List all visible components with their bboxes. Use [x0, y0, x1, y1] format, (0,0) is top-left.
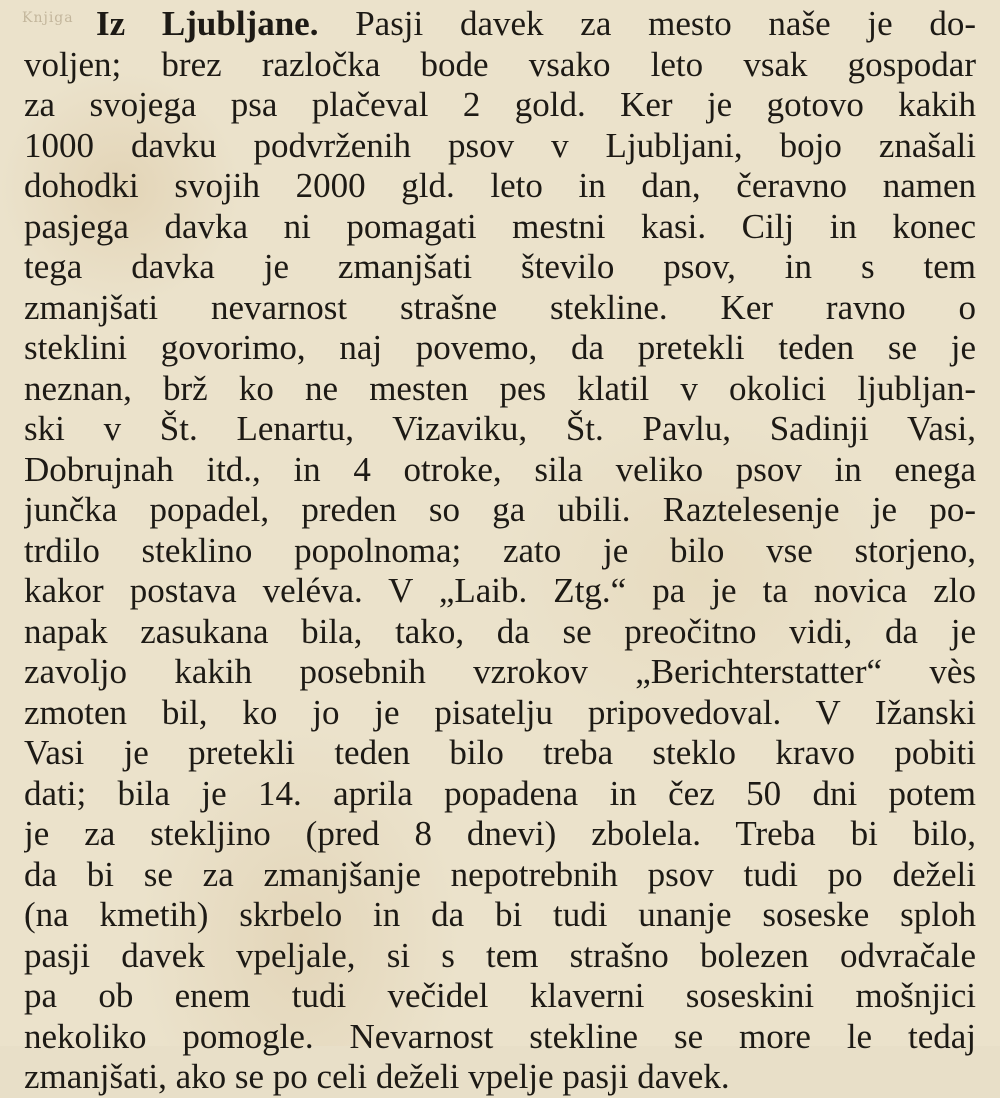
article-column: [24, 4, 976, 1098]
article-heading: Iz Ljubljane.: [96, 4, 319, 43]
article-line: za svojega psa plačeval 2 gold. Ker je gotovo kakih: [24, 85, 976, 124]
article-line: zmanjšati nevarnost strašne stekline. Ker ravno o: [24, 287, 976, 327]
article-line: da bi se za zmanjšanje nepotrebnih psov tudi po deželi: [24, 854, 976, 894]
article-line: tega davka je zmanjšati število psov, in s tem: [24, 247, 976, 286]
article-line: zmanjšati, ako se po celi deželi vpelje pasji davek.: [24, 1057, 730, 1096]
article-line: kakor postava veléva. V „Laib. Ztg.“ pa je ta novica zlo: [24, 571, 976, 610]
article-line: ski v Št. Lenartu, Vizaviku, Št. Pavlu, Sadinji Vasi,: [24, 409, 976, 448]
article-line-text: Pasji davek za mesto naše je do-: [355, 4, 976, 43]
article-line: Dobrujnah itd., in 4 otroke, sila veliko psov in enega: [24, 449, 976, 489]
article-line: pasji davek vpeljale, si s tem strašno bolezen odvračale: [24, 935, 976, 975]
article-line: neznan, brž ko ne mesten pes klatil v okolici ljubljan-: [24, 368, 976, 408]
watermark: Knjiga: [22, 10, 74, 26]
article-line: trdilo steklino popolnoma; zato je bilo vse storjeno,: [24, 530, 976, 570]
article-line: junčka popadel, preden so ga ubili. Raztelesenje je po-: [24, 490, 976, 529]
article-line: 1000 davku podvrženih psov v Ljubljani, bojo znašali: [24, 125, 976, 165]
article-line: Vasi je pretekli teden bilo treba steklo kravo pobiti: [24, 733, 976, 772]
article-line: nekoliko pomogle. Nevarnost stekline se more le tedaj: [24, 1016, 976, 1056]
article-line: zmoten bil, ko jo je pisatelju pripovedoval. V Ižanski: [24, 692, 976, 732]
article-line: dohodki svojih 2000 gld. leto in dan, čeravno namen: [24, 166, 976, 205]
article-line: steklini govorimo, naj povemo, da pretekli teden se je: [24, 328, 976, 367]
article-line: dati; bila je 14. aprila popadena in čez 50 dni potem: [24, 773, 976, 813]
article-line: napak zasukana bila, tako, da se preočitno vidi, da je: [24, 611, 976, 651]
article-line: zavoljo kakih posebnih vzrokov „Berichterstatter“ vès: [24, 652, 976, 691]
article-line: pa ob enem tudi večidel klaverni soseskini mošnjici: [24, 976, 976, 1015]
article-line: voljen; brez razločka bode vsako leto vsak gospodar: [24, 44, 976, 84]
article-line: [24, 4, 976, 45]
article-line: je za stekljino (pred 8 dnevi) zbolela. Treba bi bilo,: [24, 814, 976, 853]
article-line: (na kmetih) skrbelo in da bi tudi unanje soseske sploh: [24, 895, 976, 934]
article-line: pasjega davka ni pomagati mestni kasi. Cilj in konec: [24, 206, 976, 246]
